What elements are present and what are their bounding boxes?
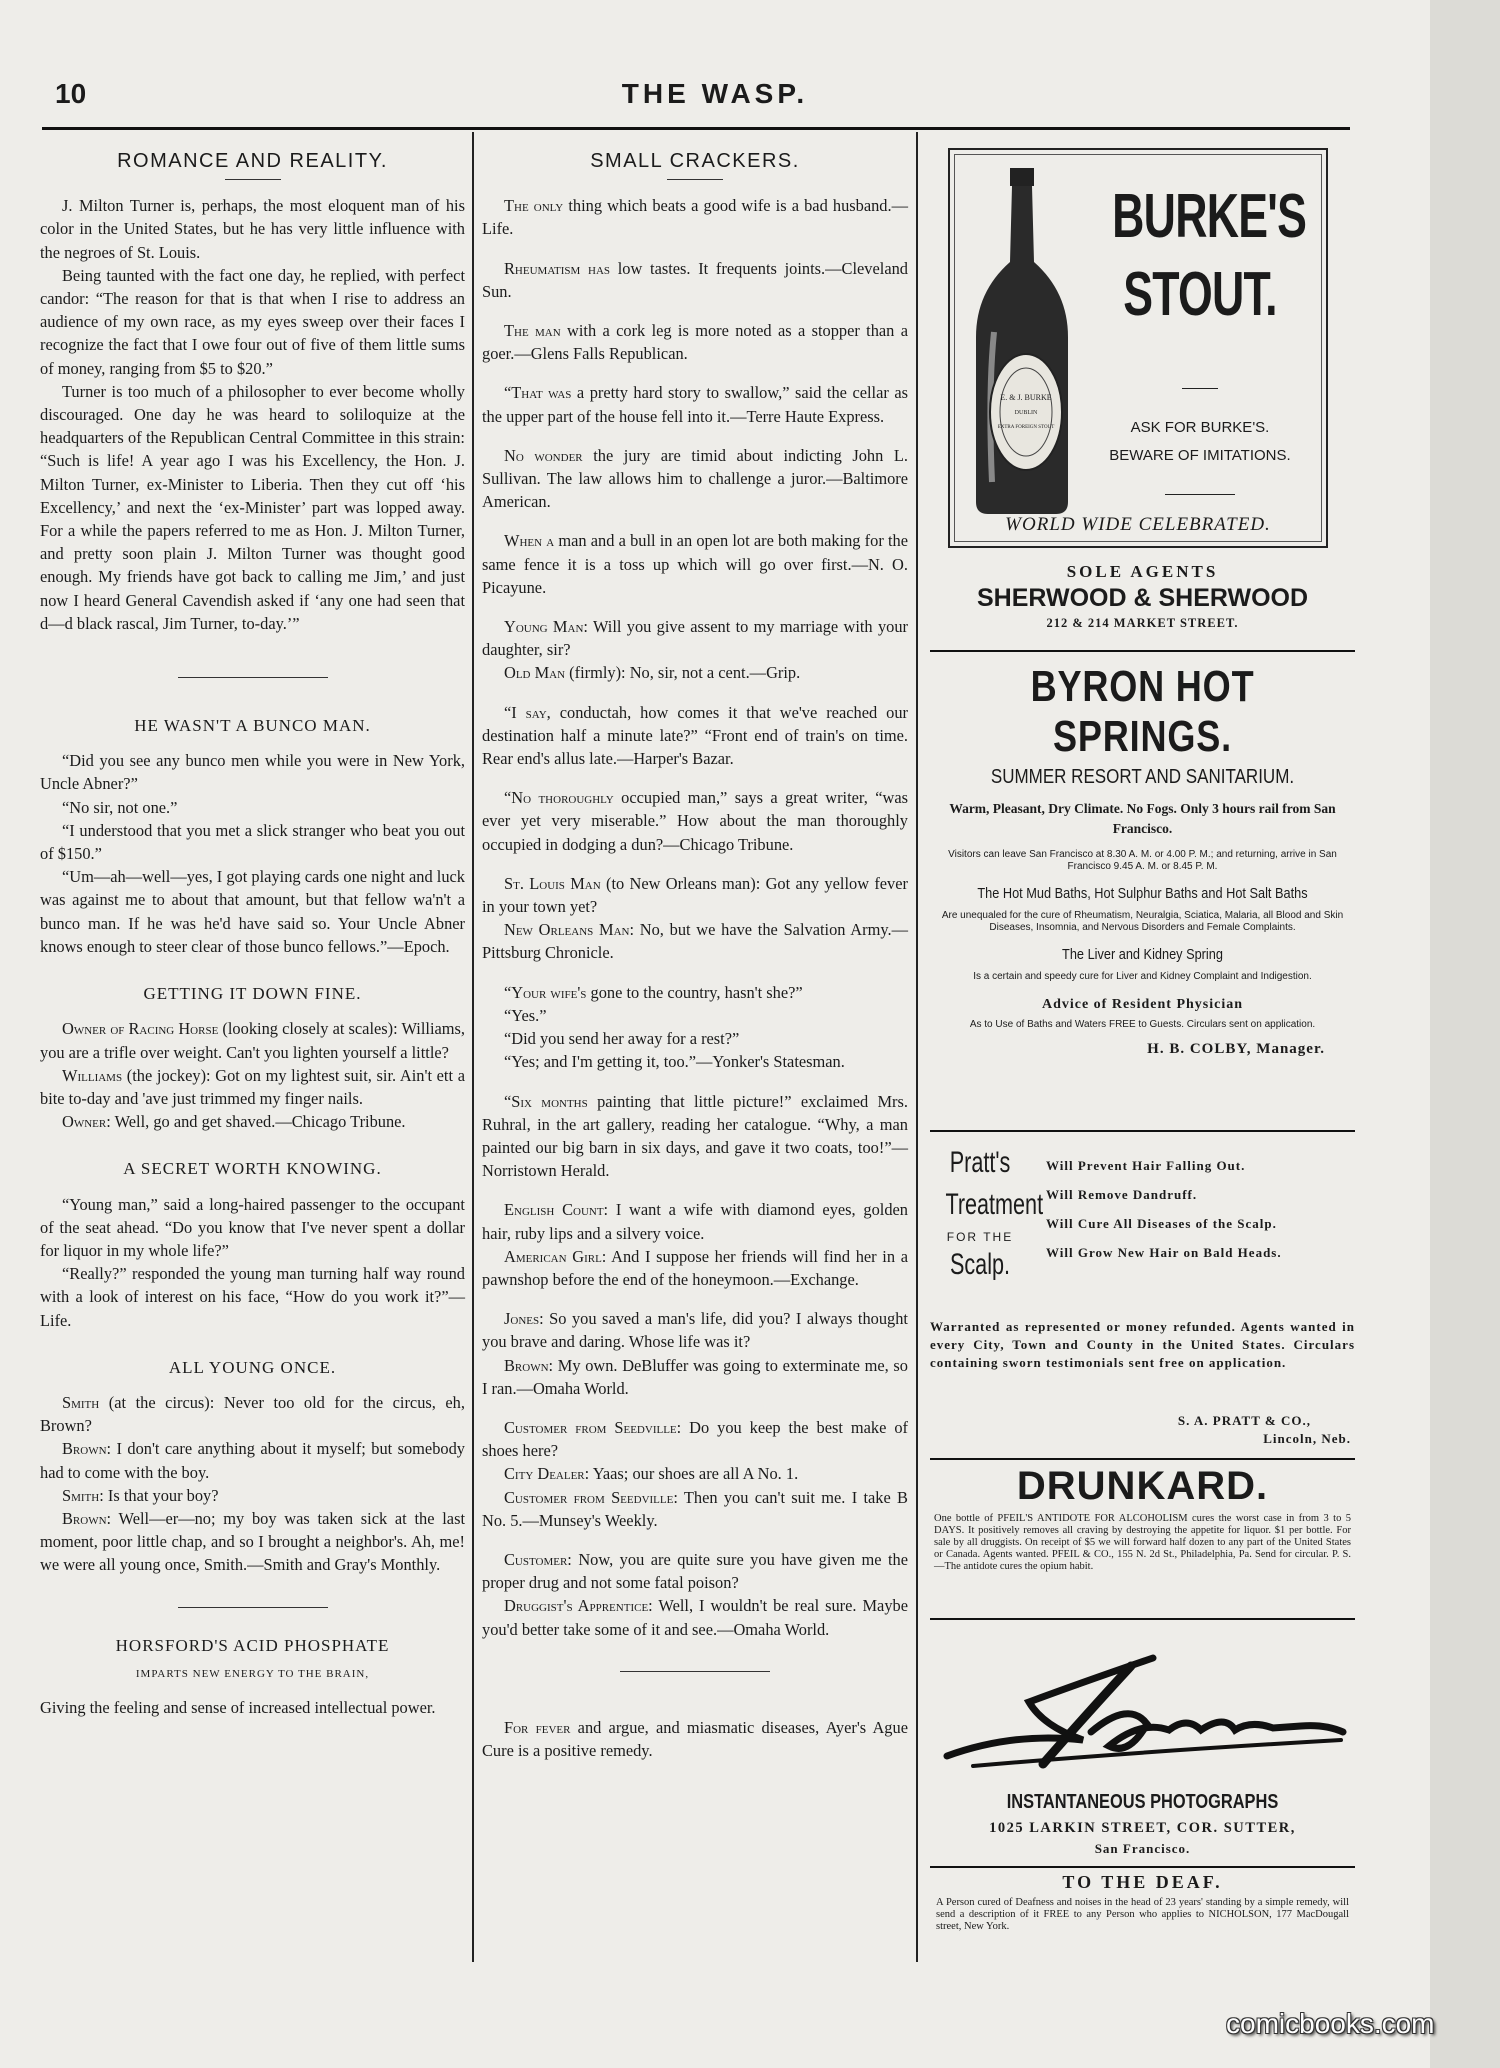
thors-signature	[933, 1628, 1353, 1788]
dialogue-line	[40, 1391, 465, 1437]
cracker-text: No, but we have the Salvation Army.—Pittsburg Chronicle.	[482, 920, 908, 963]
page-edge	[1430, 0, 1500, 2068]
byron-schedule: Visitors can leave San Francisco at 8.30 A. M. or 4.00 P. M.; and returning, arrive in San Francisco 9.45 A. M. or 8.45 P. M.	[948, 849, 1337, 872]
column-2	[482, 140, 908, 1762]
ad-text-horsford: Giving the feeling and sense of increased intellectual power.	[40, 1697, 436, 1717]
pratt-for-the: FOR THE	[946, 1230, 1014, 1244]
thors-line2: 1025 LARKIN STREET, COR. SUTTER,	[989, 1820, 1296, 1836]
paragraph: Being taunted with the fact one day, he replied, with perfect candor: “The reason for that is that when I rise to address an audience of my own race, as my eyes sweep over their faces I recognize the fact that I owe four out of five of them little sums of money, ranging from $5 to $20.”	[40, 265, 465, 378]
cracker-text: thing which beats a good wife is a bad husband.—Life.	[482, 196, 908, 239]
ad-rule	[930, 1866, 1355, 1868]
cracker-text: “Yes; and I'm getting it, too.”—Yonker's Statesman.	[504, 1052, 845, 1072]
dialogue-text: Well—er—no; my boy was taken sick at the last moment, poor little chap, and so I brought a neighbor's. Ah, me! we were all young once, Smith.—Smith and Gray's Monthly.	[40, 1508, 465, 1575]
deaf-title: TO THE DEAF.	[1062, 1872, 1223, 1892]
article-title-young: ALL YOUNG ONCE.	[168, 1357, 337, 1377]
cracker-text: Do you keep the best make of shoes here?	[482, 1417, 908, 1461]
cracker-text: And I suppose her friends will find her in a pawnshop before the end of the honeymoon.—Exchange.	[482, 1246, 908, 1289]
dialogue-line	[40, 1017, 465, 1063]
cracker-item	[482, 1416, 908, 1462]
agents-label: SOLE AGENTS	[1066, 562, 1219, 581]
byron-spring-head: The Liver and Kidney Spring	[1062, 946, 1223, 963]
lead-words: American Girl:	[504, 1246, 607, 1266]
cracker-item	[482, 257, 908, 303]
column-1	[40, 140, 465, 1719]
paragraph: Turner is too much of a philosopher to ever become wholly discouraged. One day he was heard to soliloquize at the headquarters of the Republican Central Committee in this strain: “Such is life! A year ago I was his Excellency, the Hon. J. Milton Turner, ex-Minister to Liberia. Then they cut off ‘his Excellency,’ and next the ‘ex-Minister’ part was lopped away. For a while the papers referred to me as Hon. J. Milton Turner, and pretty soon plain J. Milton Turner was thought good enough. My friends have got back to calling me Jim,’ and just now I heard General Cavendish asked if ‘any one had seen that d—d black rascal, Jim Turner, to-day.’”	[40, 381, 465, 633]
byron-spring-text: Is a certain and speedy cure for Liver and Kidney Complaint and Indigestion.	[973, 971, 1312, 982]
agents-name: SHERWOOD & SHERWOOD	[976, 584, 1309, 612]
cracker-followup	[482, 1050, 908, 1073]
cracker-text: with a cork leg is more noted as a stopper than a goer.—Glens Falls Republican.	[482, 321, 908, 364]
cracker-text: Then you can't suit me. I take B No. 5.—Munsey's Weekly.	[482, 1487, 908, 1530]
cracker-item	[482, 1198, 908, 1244]
thors-line1: INSTANTANEOUS PHOTOGRAPHS	[1006, 1791, 1279, 1813]
burke-ask: ASK FOR BURKE'S.	[1130, 419, 1270, 436]
pratt-treatment: Treatment	[945, 1188, 1044, 1221]
burke-agents	[930, 562, 1355, 631]
lead-words: “Six months	[504, 1091, 588, 1111]
cracker-text: gone to the country, hasn't she?”	[590, 982, 803, 1002]
cracker-text: Well, I wouldn't be real sure. Maybe you'd better take some of it and see.—Omaha World.	[482, 1596, 908, 1639]
lead-words: Old Man	[504, 663, 566, 683]
cracker-followup	[482, 1462, 908, 1485]
lead-words: The man	[504, 321, 561, 341]
dialogue-text: (looking closely at scales): Williams, you are a trifle over weight. Can't you lighten yourself a little?	[40, 1019, 465, 1062]
cracker-text: occupied man,” says a great writer, “was ever yet very miserable.” How about the man thoroughly occupied in dodging a dun?—Chicago Tribune.	[482, 788, 908, 854]
ad-text: and argue, and miasmatic diseases, Ayer's Ague Cure is a positive remedy.	[482, 1717, 908, 1760]
byron-hot-springs-ad	[930, 662, 1355, 1058]
dialogue-line	[40, 1437, 465, 1483]
lead-words: New Orleans Man:	[504, 920, 635, 940]
paragraph: J. Milton Turner is, perhaps, the most eloquent man of his color in the United States, but he has very little influence with the negroes of St. Louis.	[40, 196, 465, 262]
burke-brand-line2: STOUT.	[1123, 260, 1277, 329]
paragraph: “I understood that you met a slick stranger who beat you out of $150.”	[40, 820, 465, 864]
burke-text	[1078, 414, 1322, 470]
masthead-title: THE WASP.	[621, 78, 809, 109]
lead-words: Young Man:	[504, 617, 588, 637]
cracker-text: “Yes.”	[504, 1005, 547, 1025]
crackers-list	[482, 194, 908, 1641]
cracker-followup	[482, 1594, 908, 1640]
pratt-company: S. A. PRATT & CO.,	[1177, 1413, 1311, 1428]
paragraph: “Um—ah—well—yes, I got playing cards one night and luck was against me to about that amount, but that fellow wa'n't a bunco man. If he was he'd have said so. Your Uncle Abner knows enough to steer clear of those bunco fellows.”—Epoch.	[40, 867, 465, 956]
speaker: Brown:	[62, 1439, 112, 1459]
pratt-claim: Will Grow New Hair on Bald Heads.	[1046, 1245, 1282, 1260]
lead-words: Rheumatism has	[504, 258, 611, 278]
cracker-item	[482, 381, 908, 427]
article-title-romance: ROMANCE AND REALITY.	[117, 150, 388, 172]
dialogue-text: Well, go and get shaved.—Chicago Tribune.	[114, 1112, 406, 1132]
dialogue-text: (the jockey): Got on my lightest suit, sir. Ain't ett a bite to-day and 'ave just trimmed my finger nails.	[40, 1065, 465, 1108]
ad-divider	[1165, 494, 1235, 495]
thors-line3: San Francisco.	[1094, 1841, 1191, 1856]
byron-baths-head: The Hot Mud Baths, Hot Sulphur Baths and Hot Salt Baths	[977, 885, 1308, 902]
lead-words: City Dealer:	[504, 1464, 590, 1484]
cracker-item	[482, 786, 908, 856]
cracker-text: I want a wife with diamond eyes, golden hair, ruby lips and a silvery voice.	[482, 1200, 908, 1243]
bottle-label-text: E. & J. BURKE	[1000, 393, 1052, 402]
cracker-item	[482, 701, 908, 771]
cracker-followup	[482, 918, 908, 964]
title-underline	[225, 179, 281, 180]
pratt-claims	[1046, 1158, 1355, 1260]
section-separator	[178, 1607, 328, 1608]
burke-brand-line1: BURKE'S	[1112, 182, 1307, 251]
ad-rule	[930, 650, 1355, 652]
dialogue-text: Is that your boy?	[107, 1485, 219, 1505]
lead-words: For fever	[504, 1717, 571, 1737]
cracker-item	[482, 872, 908, 918]
pratt-scalp: Scalp.	[949, 1248, 1011, 1281]
pratt-claim: Will Remove Dandruff.	[1046, 1187, 1198, 1202]
byron-subtitle: SUMMER RESORT AND SANITARIUM.	[990, 766, 1295, 788]
cracker-item	[482, 194, 908, 240]
column-rule-1	[472, 132, 474, 1962]
byron-manager: H. B. COLBY, Manager.	[1147, 1041, 1325, 1057]
pratt-brand	[932, 1146, 1044, 1282]
cracker-text: Yaas; our shoes are all A No. 1.	[592, 1464, 799, 1484]
top-rule	[42, 127, 1350, 130]
dialogue-line	[40, 1064, 465, 1110]
speaker: Smith:	[62, 1485, 104, 1505]
cracker-text: (firmly): No, sir, not a cent.—Grip.	[569, 663, 801, 683]
cracker-followup	[482, 1245, 908, 1291]
cracker-followup	[482, 1004, 908, 1027]
ad-rule	[930, 1130, 1355, 1132]
byron-advice-head: Advice of Resident Physician	[1041, 997, 1244, 1012]
cracker-item	[482, 529, 908, 599]
byron-advice-text: As to Use of Baths and Waters FREE to Guests. Circulars sent on application.	[969, 1019, 1316, 1030]
cracker-followup	[482, 1486, 908, 1532]
speaker: Owner:	[62, 1112, 111, 1132]
cracker-text: a pretty hard story to swallow,” said the cellar as the upper part of the house fell into it.—Terre Haute Express.	[482, 383, 909, 426]
lead-words: When a	[504, 531, 555, 551]
thors-photographs-ad	[930, 1628, 1355, 1857]
drunkard-ad	[930, 1464, 1355, 1573]
cracker-item	[482, 615, 908, 661]
burke-stout-ad	[948, 148, 1328, 548]
cracker-text: My own. DeBluffer was going to exterminate me, so I ran.—Omaha World.	[482, 1355, 908, 1398]
column-rule-2	[916, 132, 918, 1962]
cracker-text: the jury are timid about indicting John L. Sullivan. The law allows him to challenge a juror.—Baltimore American.	[482, 445, 908, 512]
section-separator	[178, 677, 328, 678]
paragraph: “Did you see any bunco men while you were in New York, Uncle Abner?”	[40, 751, 465, 794]
article-title-secret: A SECRET WORTH KNOWING.	[123, 1159, 382, 1179]
cracker-text: Will you give assent to my marriage with your daughter, sir?	[482, 617, 908, 660]
speaker: Brown:	[62, 1508, 112, 1528]
paragraph: “No sir, not one.”	[62, 797, 178, 817]
cracker-text: (to New Orleans man): Got any yellow fever in your town yet?	[482, 873, 908, 917]
byron-title: BYRON HOT SPRINGS.	[1030, 662, 1255, 761]
speaker: Williams	[62, 1065, 123, 1085]
cracker-item	[482, 1090, 908, 1183]
lead-words: No wonder	[504, 445, 583, 465]
drunkard-text: One bottle of PFEIL'S ANTIDOTE FOR ALCOHOLISM cures the worst case in from 3 to 5 DAYS. It positively removes all craving by destroying the appetite for liquor. $1 per bottle. For sale by all druggists. On receipt of $5 we will forward half dozen to any part of the United States or Canada. Agents wanted. PFEIL & CO., 155 N. 2d St., Philadelphia, Pa. Send for circular. P. S.—The antidote cures the opium habit.	[934, 1513, 1351, 1572]
pratt-warranty: Warranted as represented or money refunded. Agents wanted in every City, Town and County in the United States. Circulars containing sworn testimonials sent free on application.	[930, 1319, 1355, 1370]
pratt-name: Pratt's	[949, 1146, 1011, 1179]
cracker-followup	[482, 661, 908, 684]
lead-words: Brown:	[504, 1355, 554, 1375]
cracker-text: So you saved a man's life, did you? I always thought you brave and daring. Whose life was it?	[482, 1309, 908, 1352]
ad-rule	[930, 1458, 1355, 1460]
lead-words: Jones:	[504, 1309, 544, 1329]
burke-beware: BEWARE OF IMITATIONS.	[1109, 447, 1291, 464]
lead-words: St. Louis Man	[504, 873, 601, 893]
cracker-item	[482, 1548, 908, 1594]
cracker-text: painting that little picture!” exclaimed Mrs. Ruhral, in the art gallery, reading her catalogue. “Why, a man painted our big barn in six days, and gave it two coats, too!”—Norristown Herald.	[482, 1091, 908, 1181]
cracker-text: low tastes. It frequents joints.—Cleveland Sun.	[482, 258, 908, 301]
dialogue-line	[40, 1110, 465, 1133]
deaf-text: A Person cured of Deafness and noises in the head of 23 years' standing by a simple remedy, will send a description of it FREE to any Person who applies to NICHOLSON, 177 MacDougall street, New York.	[936, 1897, 1349, 1932]
ad-text-ague	[482, 1716, 908, 1762]
paragraph: “Really?” responded the young man turning half way round with a look of interest on his face, “How do you work it?”—Life.	[40, 1264, 465, 1330]
bottle-sub-text: EXTRA FOREIGN STOUT	[997, 425, 1055, 430]
pratt-claim: Will Cure All Diseases of the Scalp.	[1046, 1216, 1277, 1231]
ad-divider	[1182, 388, 1218, 389]
lead-words: English Count:	[504, 1200, 609, 1220]
cracker-followup	[482, 1027, 908, 1050]
pratts-treatment-ad	[930, 1140, 1355, 1452]
bottle-icon	[964, 162, 1080, 522]
dialogue-text: I don't care anything about it myself; but somebody had to come with the boy.	[40, 1439, 465, 1482]
cracker-item	[482, 319, 908, 365]
cracker-item	[482, 981, 908, 1004]
cracker-followup	[482, 1354, 908, 1400]
watermark[interactable]: comicbooks.com	[1226, 2008, 1435, 2039]
speaker: Smith	[62, 1392, 100, 1412]
speaker: Owner of Racing Horse	[62, 1019, 219, 1039]
lead-words: “That was	[504, 383, 572, 403]
agents-address: 212 & 214 MARKET STREET.	[1046, 616, 1239, 630]
cracker-text: conductah, how comes it that we've reached our destination half a minute late?” “Front end of train's on time. Rear end's allus late.—Harper's Bazar.	[482, 702, 908, 769]
lead-words: “I say,	[504, 702, 551, 722]
paragraph: “Young man,” said a long-haired passenger to the occupant of the seat ahead. “Do you know that I've never spent a dollar for liquor in my whole life?”	[40, 1194, 465, 1260]
cracker-text: “Did you send her away for a rest?”	[504, 1029, 740, 1049]
dialogue-line	[40, 1484, 465, 1507]
pratt-claim: Will Prevent Hair Falling Out.	[1046, 1158, 1246, 1173]
article-title-getting: GETTING IT DOWN FINE.	[143, 984, 362, 1004]
pratt-city: Lincoln, Neb.	[1263, 1431, 1351, 1446]
bottle-city-text: DUBLIN	[1014, 410, 1038, 416]
pratt-company-block	[1178, 1412, 1351, 1448]
burke-brand	[1112, 178, 1307, 334]
lead-words: “No thoroughly	[504, 788, 614, 808]
lead-words: “Your wife's	[504, 982, 587, 1002]
byron-tagline: Warm, Pleasant, Dry Climate. No Fogs. Only 3 hours rail from San Francisco.	[949, 801, 1336, 836]
drunkard-title: DRUNKARD.	[1016, 1464, 1269, 1508]
page-number: 10	[55, 78, 87, 109]
cracker-text: Now, you are quite sure you have given me the proper drug and not some fatal poison?	[482, 1549, 908, 1593]
article-title-crackers: SMALL CRACKERS.	[590, 150, 800, 172]
ad-subtitle-horsford: IMPARTS NEW ENERGY TO THE BRAIN,	[135, 1667, 370, 1680]
byron-baths-text: Are unequaled for the cure of Rheumatism, Neuralgia, Sciatica, Malaria, all Blood and Skin Diseases, Insomnia, and Nervous Disorders and Female Complaints.	[941, 910, 1344, 933]
ad-title-horsford: HORSFORD'S ACID PHOSPHATE	[115, 1635, 390, 1655]
lead-words: The only	[504, 196, 564, 216]
cracker-text: man and a bull in an open lot are both making for the same fence it is a toss up which will go over first.—N. O. Picayune.	[482, 531, 908, 597]
to-the-deaf-ad	[930, 1872, 1355, 1933]
cracker-item	[482, 444, 908, 514]
cracker-item	[482, 1307, 908, 1353]
dialogue-text: (at the circus): Never too old for the circus, eh, Brown?	[40, 1392, 465, 1436]
dialogue-line	[40, 1507, 465, 1577]
burke-slogan: WORLD WIDE CELEBRATED.	[1005, 514, 1271, 535]
article-title-bunco: HE WASN'T A BUNCO MAN.	[134, 716, 371, 736]
lead-words: Druggist's Apprentice:	[504, 1596, 653, 1616]
lead-words: Customer from Seedville:	[504, 1417, 682, 1437]
lead-words: Customer from Seedville:	[504, 1487, 678, 1507]
title-underline	[667, 179, 723, 180]
lead-words: Customer:	[504, 1549, 572, 1569]
ad-rule	[930, 1618, 1355, 1620]
section-separator	[620, 1671, 770, 1672]
